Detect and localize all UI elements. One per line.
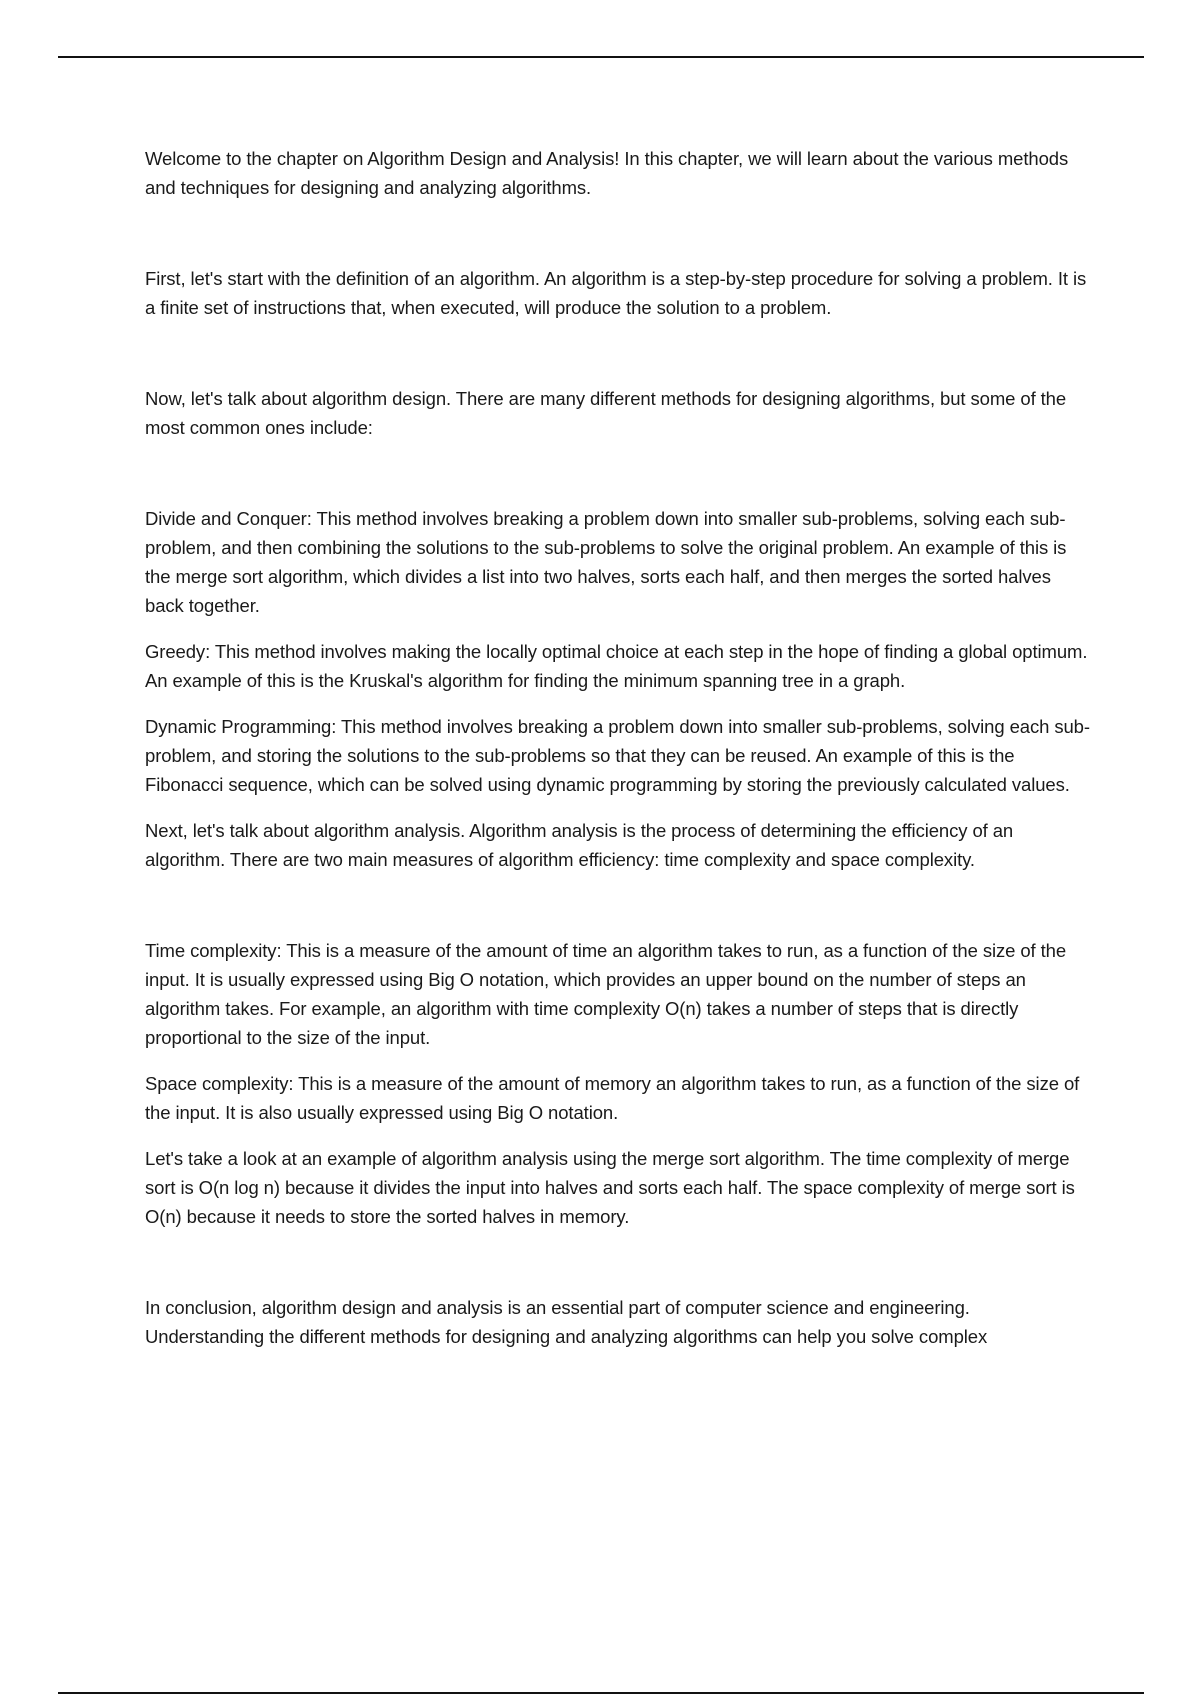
- greedy-paragraph: Greedy: This method involves making the locally optimal choice at each step in the hope of finding a global optimum. An example of this is the Kruskal's algorithm for finding the minimum spanning tree in a graph.: [145, 641, 1088, 691]
- algorithm-analysis-paragraph: Next, let's talk about algorithm analysis. Algorithm analysis is the process of determining the efficiency of an algorithm. There are two main measures of algorithm efficiency: time complexity and space complexity.: [145, 820, 1014, 870]
- merge-sort-example-paragraph: Let's take a look at an example of algorithm analysis using the merge sort algorithm. The time complexity of merge sort is O(n log n) because it divides the input into halves and sorts each half. The space complexity of merge sort is O(n) because it needs to store the sorted halves in memory.: [145, 1148, 1075, 1227]
- dynamic-programming-paragraph: Dynamic Programming: This method involves breaking a problem down into smaller sub-problems, solving each sub-problem, and storing the solutions to the sub-problems so that they can be reused. An example of this is the Fibonacci sequence, which can be solved using dynamic programming by storing the previously calculated values.: [145, 716, 1090, 795]
- divide-and-conquer-paragraph: Divide and Conquer: This method involves breaking a problem down into smaller sub-problems, solving each sub-problem, and then combining the solutions to the sub-problems to solve the original problem. An example of this is the merge sort algorithm, which divides a list into two halves, sorts each half, and then merges the sorted halves back together.: [145, 508, 1067, 616]
- algorithm-design-paragraph: Now, let's talk about algorithm design. There are many different methods for designing algorithms, but some of the most common ones include:: [145, 388, 1067, 438]
- algorithm-definition-paragraph: First, let's start with the definition of an algorithm. An algorithm is a step-by-step procedure for solving a problem. It is a finite set of instructions that, when executed, will produce the solution to a problem.: [145, 268, 1087, 318]
- footer-rule: [58, 1692, 1144, 1694]
- intro-paragraph: Welcome to the chapter on Algorithm Design and Analysis! In this chapter, we will learn about the various methods and techniques for designing and analyzing algorithms.: [145, 148, 1069, 198]
- document-body: [145, 144, 1090, 1351]
- space-complexity-paragraph: Space complexity: This is a measure of the amount of memory an algorithm takes to run, as a function of the size of the input. It is also usually expressed using Big O notation.: [145, 1073, 1080, 1123]
- time-complexity-paragraph: Time complexity: This is a measure of the amount of time an algorithm takes to run, as a function of the size of the input. It is usually expressed using Big O notation, which provides an upper bound on the number of steps an algorithm takes. For example, an algorithm with time complexity O(n) takes a number of steps that is directly proportional to the size of the input.: [145, 940, 1067, 1048]
- conclusion-paragraph: In conclusion, algorithm design and analysis is an essential part of computer science and engineering. Understanding the different methods for designing and analyzing algorithms can help you solve complex: [145, 1297, 988, 1347]
- header-rule: [58, 56, 1144, 58]
